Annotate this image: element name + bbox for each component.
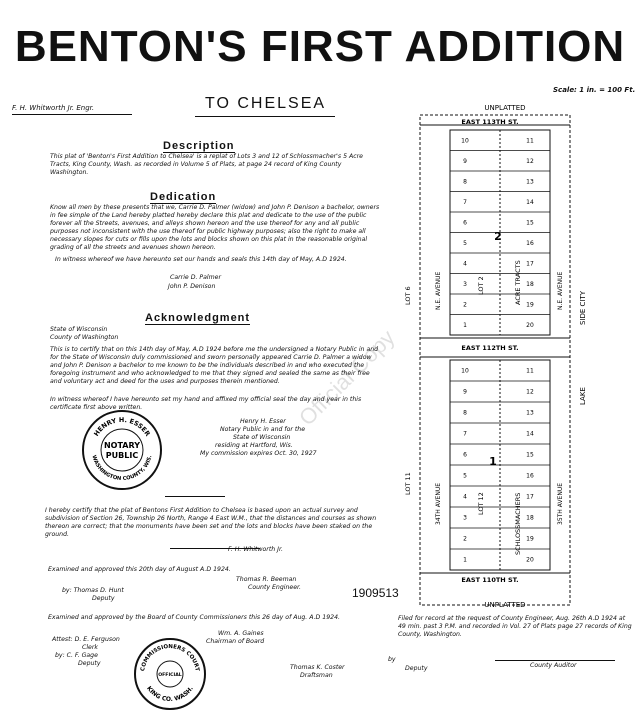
plat-subtitle: TO CHELSEA [205,95,327,112]
map-side-city: SIDE CITY [579,290,587,325]
seal-center-2: PUBLIC [105,451,139,460]
block-1-lot-right-15: 15 [526,451,534,459]
ack-county: County of Washington [50,334,119,341]
filing-text: Filed for record at the request of County Engineer, Aug. 26th A.D 1924 at 49 min. past 3 P.M. and recorded in Vol. 27 of Plats page 27 records of King County, Washington. [398,615,632,638]
description-text: This plat of 'Benton's First Addition to Chelsea' is a replat of Lots 3 and 12 of Schlossmacher's 5 Acre Tracts, King County, Wash. as recorded in Volume 5 of Plats, at page 24 record of King County Washington. [50,153,363,176]
map-ave-right-top: N.E. AVENUE [557,271,564,310]
block-2-lot-right-20: 20 [526,321,534,329]
notary-line-1: Notary Public in and for the [220,426,306,433]
block-2-lot-left-9: 9 [463,157,467,165]
block-1-lot-left-10: 10 [461,367,469,375]
seal-outer-top: HENRY H. ESSER [92,415,152,438]
block-2-lot-left-4: 4 [463,260,467,268]
county-auditor-title: County Auditor [530,662,577,669]
block-1-lot-left-5: 5 [463,472,467,480]
map-block-2: 2 [494,230,502,243]
ack-text: This is to certify that on this 14th day of May, A.D 1924 before me the undersigned a Notary Public in and for the State of Wisconsin duly commissioned and sworn personally appeared Carrie D. Palmer a widow and John P. Denison a bachelor to me known to be the individuals described in and who executed the foregoing instrument and who acknowledged to me that they signed and sealed the same as their free and voluntary act and deed for the uses and purposes therein mentioned. [50,346,379,385]
description-heading: Description [163,140,235,152]
commissioners-chairman: Wm. A. Gaines [218,630,264,637]
map-unplatted-top: UNPLATTED [484,104,526,112]
dedication-heading: Dedication [150,191,217,203]
comm-seal-outer-bottom: KING CO. WASH. [145,685,195,704]
block-1-lot-right-17: 17 [526,493,534,501]
commissioners-text: Examined and approved by the Board of County Commissioners this 26 day of Aug. A.D 1924. [48,614,340,621]
county-engineer-title: County Engineer. [248,584,301,591]
block-2-lot-right-19: 19 [526,301,534,309]
block-2-lot-left-3: 3 [463,280,467,288]
notary-line-4: My commission expires Oct. 30, 1927 [200,450,317,457]
dedication-text: Know all men by these presents that we, Carrie D. Palmer (widow) and John P. Denison a bachelor, owners in fee simple of the Land hereby platted hereby declare this plat and dedicate to the use of the public forever all the Streets, avenues, and alleys shown hereon and the use thereof for any and all public purposes not inconsistent with the use thereof for public highway purposes; also the right to make all necessary slopes for cuts or fills upon the lots and blocks shown on this plat in the reasonable original grading of all the streets and avenues shown hereon. [50,204,380,251]
commissioners-seal [134,638,206,710]
certification-divider [165,496,225,497]
map-street-112th: EAST 112TH ST. [461,344,519,352]
watermark: Official Copy [294,324,400,431]
block-2-lot-right-14: 14 [526,198,534,206]
filing-by: by [388,656,396,663]
map-schlossmachers: SCHLOSSMACHERS [514,492,522,555]
map-ave-left-top: N.E. AVENUE [435,271,442,310]
dedication-signer-1: Carrie D. Palmer [170,274,222,281]
ack-witness: In witness whereof I have hereunto set my hand and affixed my official seal the day and year in this certificate first above written. [50,396,362,411]
examined-text: Examined and approved this 20th day of August A.D 1924. [48,566,231,573]
block-1-lot-left-8: 8 [463,409,467,417]
county-engineer-name: Thomas R. Beeman [236,576,297,583]
notary-name: Henry H. Esser [240,418,286,425]
engineer-underline [12,114,132,115]
commissioners-seal-graphic [136,640,204,708]
commissioners-clerk: Clerk [82,644,98,651]
block-1-lot-left-9: 9 [463,388,467,396]
commissioners-attest: Attest: D. E. Ferguson [52,636,120,643]
commissioners-by: by: C. F. Gage [55,652,98,659]
commissioners-chairman-title: Chairman of Board [206,638,265,645]
block-1-lot-right-11: 11 [526,367,534,375]
block-2-lot-right-18: 18 [526,280,534,288]
block-1-lot-left-4: 4 [463,493,467,501]
block-2-lot-left-8: 8 [463,178,467,186]
map-street-110th: EAST 110TH ST. [461,576,519,584]
plat-title: BENTON'S FIRST ADDITION [14,22,626,71]
map-ave-right-bottom: 35TH AVENUE [557,482,564,525]
engineer-credit: F. H. Whitworth Jr. Engr. [12,104,95,112]
map-acre-tracts: ACRE TRACTS [514,260,522,305]
block-2-lot-left-6: 6 [463,219,467,227]
comm-seal-center: OFFICIAL [158,673,182,678]
block-1-lot-right-12: 12 [526,388,534,396]
scale-label: Scale: 1 in. = 100 Ft. [553,86,636,94]
block-1-lot-right-18: 18 [526,514,534,522]
notary-seal-graphic [84,412,160,488]
block-1-lot-right-16: 16 [526,472,534,480]
block-2-lot-left-10: 10 [461,137,469,145]
block-2-lot-right-11: 11 [526,137,534,145]
record-number: 1909513 [352,586,399,600]
certification-signature: F. H. Whitworth Jr. [228,546,283,553]
block-1-lot-right-19: 19 [526,535,534,543]
block-2-lot-right-15: 15 [526,219,534,227]
notary-seal [82,410,162,490]
seal-center-1: NOTARY [103,441,141,450]
notary-line-3: residing at Hartford, Wis. [215,442,293,449]
block-2-lot-right-16: 16 [526,239,534,247]
comm-seal-outer-top: COMMISSIONERS COURT [140,643,200,672]
map-lot-11: LOT 11 [404,472,412,495]
ack-state: State of Wisconsin [50,326,108,333]
block-1-lot-right-14: 14 [526,430,534,438]
block-1-lot-left-6: 6 [463,451,467,459]
block-2-lot-left-2: 2 [463,301,467,309]
map-block-1: 1 [489,455,497,468]
draftsman-name: Thomas K. Coster [290,664,345,671]
block-2-lot-right-17: 17 [526,260,534,268]
block-1-lot-left-3: 3 [463,514,467,522]
certification-text: I hereby certify that the plat of Bentons First Addition to Chelsea is based upon an actual survey and subdivision of Section 26, Township 26 North, Range 4 East W.M., that the distances and courses as shown thereon are correct; that the monuments have been set and the lots and blocks have been staked on the ground. [45,507,377,538]
engineer-deputy-by: by: Thomas D. Hunt [62,587,124,594]
notary-line-2: State of Wisconsin [233,434,291,441]
map-lot-2: LOT 2 [477,276,485,295]
map-lot-12: LOT 12 [477,492,485,515]
map-unplatted-bottom: UNPLATTED [484,601,526,609]
block-2-lot-right-13: 13 [526,178,534,186]
block-1-lot-left-2: 2 [463,535,467,543]
subtitle-underline [195,116,335,117]
seal-outer-bottom: WASHINGTON COUNTY, WIS. [90,454,154,483]
map-lot-6: LOT 6 [404,286,412,305]
filing-deputy: Deputy [405,665,428,672]
acknowledgment-heading: Acknowledgment [145,312,251,324]
commissioners-deputy: Deputy [78,660,101,667]
block-1-lot-left-1: 1 [463,556,467,564]
block-1-lot-right-20: 20 [526,556,534,564]
dedication-signer-2: John P. Denison [168,283,216,290]
auditor-sign-line [495,660,615,661]
plat-map [380,95,640,615]
map-lake: LAKE [579,387,587,405]
block-2-lot-left-1: 1 [463,321,467,329]
dedication-witness: In witness whereof we have hereunto set our hands and seals this 14th day of May, A.D 1924. [55,256,347,263]
map-street-113th: EAST 113TH ST. [461,118,519,126]
map-ave-left-bottom: 34TH AVENUE [435,482,442,525]
block-1-lot-left-7: 7 [463,430,467,438]
block-1-lot-right-13: 13 [526,409,534,417]
engineer-deputy: Deputy [92,595,115,602]
block-2-lot-left-5: 5 [463,239,467,247]
draftsman-title: Draftsman [300,672,333,679]
block-2-lot-right-12: 12 [526,157,534,165]
block-2-lot-left-7: 7 [463,198,467,206]
